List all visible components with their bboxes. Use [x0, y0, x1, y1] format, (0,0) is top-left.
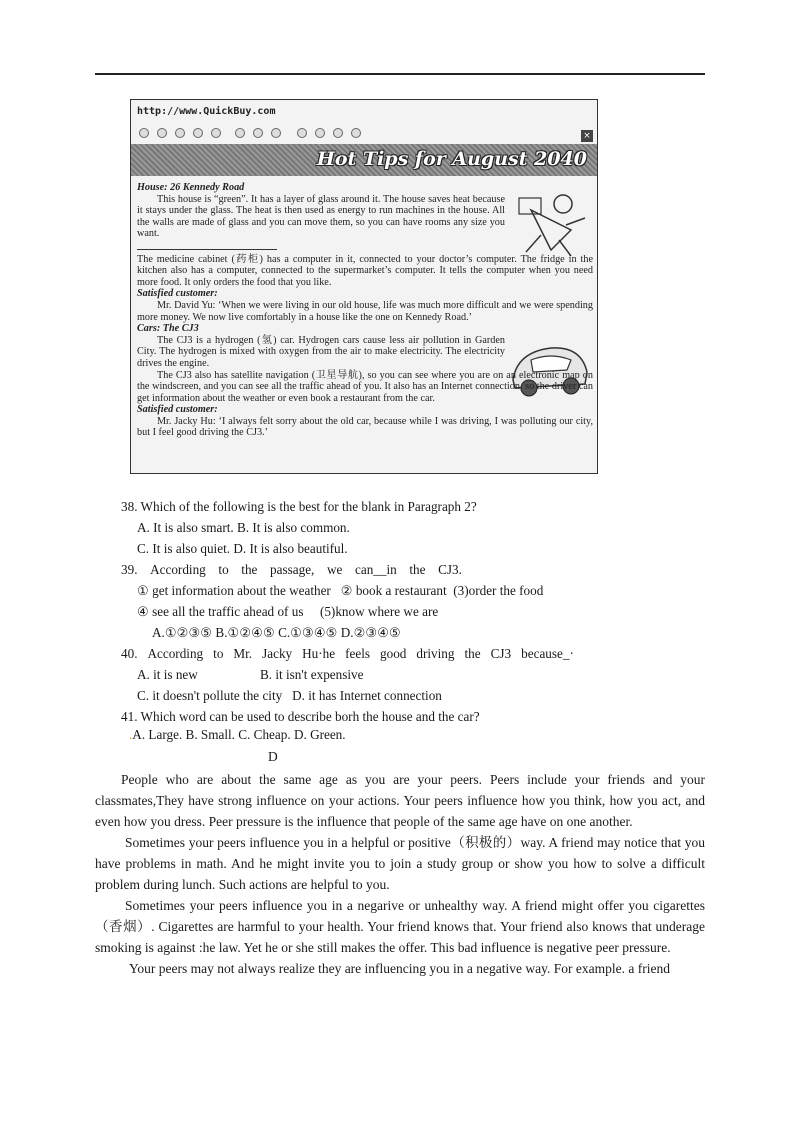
history-icon: [271, 128, 281, 138]
customer-quote-1: Mr. David Yu: ‘When we were living in our old house, life was much more difficult and we were spending more money. We now live comfortably in a house like the one on Kennedy Road.’: [137, 299, 593, 323]
q40-word: driving: [416, 646, 455, 661]
top-rule: [95, 73, 705, 75]
question-38-options-cd: C. It is also quiet. D. It is also beautiful.: [137, 541, 348, 556]
q39-word: to: [218, 562, 229, 577]
q39-word: According: [150, 562, 206, 577]
figure-toolbar: [137, 126, 587, 140]
question-41-choices-row: [129, 727, 346, 743]
figure-banner: [131, 144, 597, 176]
q40-word: According: [147, 646, 204, 661]
print-icon: [333, 128, 343, 138]
q39-word: 39.: [121, 562, 138, 577]
passage-paragraph-1: People who are about the same age as you are your peers. Peers include your friends and your classmates,They have strong influence on your actions. Your peers influence how you think, how you act, and even how you dress. Peer pressure is the influence that people of the same age have on one another.: [95, 772, 705, 829]
q39-word: can__in: [355, 562, 397, 577]
question-41: 41. Which word can be used to describe borh the house and the car?: [121, 709, 480, 724]
passage-paragraph-4: Your peers may not always realize they are influencing you in a negative way. For example. a friend: [129, 961, 670, 976]
q39-word: the: [409, 562, 426, 577]
back-icon: [139, 128, 149, 138]
q39-word: passage,: [270, 562, 315, 577]
customer-quote-2: Mr. Jacky Hu: ‘I always felt sorry about the old car, because while I was driving, I was polluting our city, but I feel good driving the CJ3.’: [137, 415, 593, 439]
answer-blank: [137, 240, 277, 250]
question-41-choices: A. Large. B. Small. C. Cheap. D. Green.: [132, 727, 346, 742]
forward-icon: [157, 128, 167, 138]
q40-word: Jacky: [262, 646, 293, 661]
question-39-options-1: ① get information about the weather ② book a restaurant (3)order the food: [137, 583, 544, 598]
q40-word: CJ3: [490, 646, 512, 661]
banner-title: Hot Tips for August 2040: [316, 148, 587, 170]
close-icon: ×: [581, 130, 593, 142]
house-heading: House: 26 Kennedy Road: [137, 182, 245, 193]
question-40-option-b: B. it isn't expensive: [260, 667, 364, 682]
customer-heading-1: Satisfied customer:: [137, 288, 218, 300]
q40-word: Hu·he: [302, 646, 336, 661]
passage-paragraph-2: Sometimes your peers influence you in a helpful or positive（积极的）way. A friend may notice that you have problems in math. And he might invite you to join a study group or show you how to solve a difficult problem during lunch. Such actions are helpful to you.: [95, 835, 705, 892]
refresh-icon: [193, 128, 203, 138]
q39-word: we: [326, 562, 343, 577]
q40-word: because_·: [521, 646, 574, 661]
q40-word: the: [464, 646, 481, 661]
stop-icon: [175, 128, 185, 138]
q40-word: Mr.: [233, 646, 253, 661]
q40-word: 40.: [121, 646, 138, 661]
home-icon: [211, 128, 221, 138]
favorites-icon: [253, 128, 263, 138]
q39-word: the: [241, 562, 258, 577]
font-icon: [297, 128, 307, 138]
q40-word: feels: [345, 646, 371, 661]
passage-paragraph-3: Sometimes your peers influence you in a negarive or unhealthy way. A friend might offer you cigarettes（香烟）. Cigarettes are harmful to your health. Your friend knows that. Your friend also knows that underage smoking is against :he law. Yet he or she still makes the offer. This bad influence is negative peer pressure.: [95, 898, 705, 955]
passage: [95, 769, 705, 979]
blank-line: [137, 240, 593, 254]
question-39-choices: A.①②③⑤ B.①②④⑤ C.①③④⑤ D.②③④⑤: [152, 625, 401, 640]
question-40-option-a: A. it is new: [137, 667, 198, 682]
question-38: 38. Which of the following is the best for the blank in Paragraph 2?: [121, 499, 477, 514]
cars-paragraph-1: The CJ3 is a hydrogen (氢) car. Hydrogen cars cause less air pollution in Garden City. The hydrogen is mixed with oxygen from the air to make electricity. The electricity drives the engine.: [137, 334, 505, 369]
mail-icon: [315, 128, 325, 138]
cars-heading: Cars: The CJ3: [137, 323, 199, 335]
customer-heading-2: Satisfied customer:: [137, 404, 218, 416]
house-paragraph-2: The medicine cabinet (药柜) has a computer in it, connected to your doctor’s computer. The fridge in the kitchen also has a computer, connected to the supermarket’s computer. It tells the computer when you need more food. It only orders the food that you like.: [137, 253, 593, 288]
browser-figure: [130, 99, 598, 474]
q40-word: good: [380, 646, 407, 661]
q39-word: CJ3.: [438, 562, 462, 577]
question-40: [121, 646, 574, 662]
edit-icon: [351, 128, 361, 138]
section-letter: D: [268, 749, 278, 764]
search-icon: [235, 128, 245, 138]
cars-paragraph-2: The CJ3 also has satellite navigation (卫星导航), so you can see where you are on an electronic map on the windscreen, and you can see all the traffic ahead of you. It also has an Internet connection, so the driver can get information about the weather or even book a restaurant from the car.: [137, 369, 593, 404]
question-38-options-ab: A. It is also smart. B. It is also common.: [137, 520, 350, 535]
question-40-options-cd: C. it doesn't pollute the city D. it has Internet connection: [137, 688, 442, 703]
question-39-options-2: ④ see all the traffic ahead of us (5)know where we are: [137, 604, 439, 619]
question-39: [121, 562, 462, 578]
house-paragraph-1: This house is “green”. It has a layer of glass around it. The house saves heat because it stays under the glass. The heat is then used as energy to run machines in the house. All the walls are made of glass and you can move them, so you can have rooms any size you want.: [137, 193, 505, 240]
q40-word: to: [213, 646, 224, 661]
figure-body: [137, 182, 593, 439]
bullet-dot: .: [129, 727, 133, 742]
figure-url: http://www.QuickBuy.com: [137, 106, 276, 117]
